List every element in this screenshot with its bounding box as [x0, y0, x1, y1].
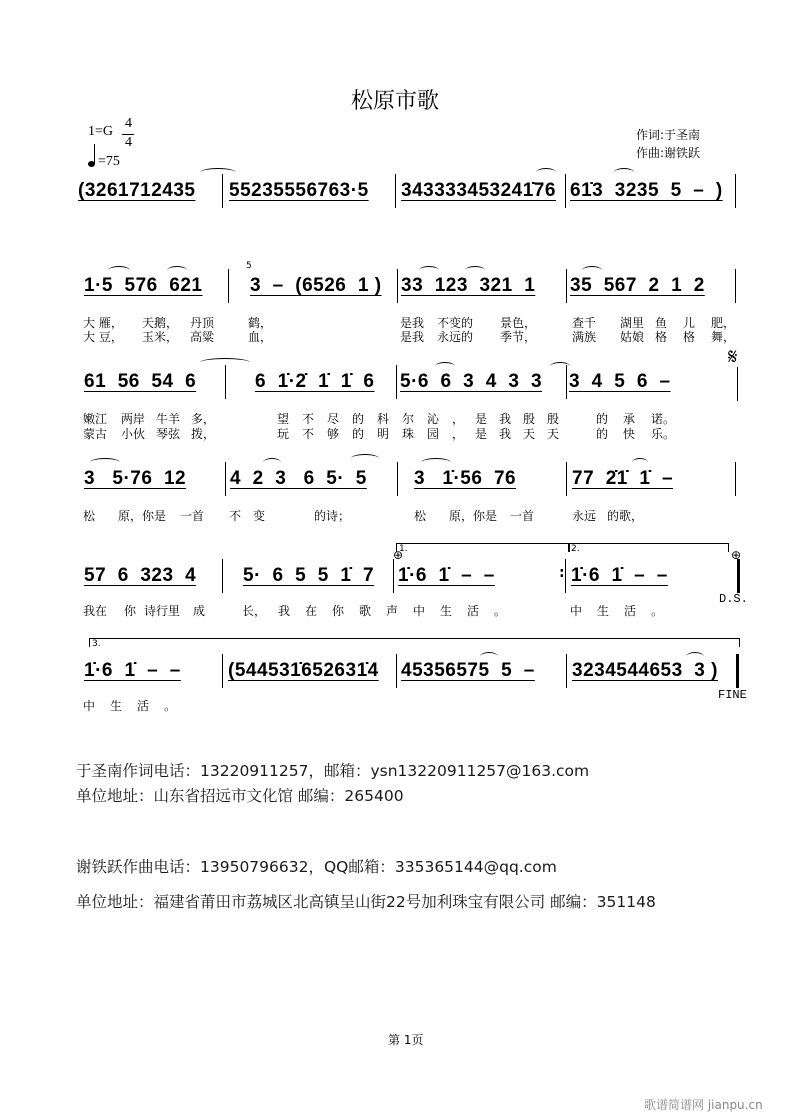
- lyricist: 作词:于圣南: [636, 128, 701, 142]
- lyric-syllable: 是我天天: [475, 427, 572, 441]
- lyric-syllable: 姑娘: [620, 330, 645, 344]
- lyric-syllable: 湖里: [620, 316, 645, 330]
- measure-notes: 35 567 2 1 2: [570, 275, 705, 296]
- lyric-syllable: 满族: [572, 330, 597, 344]
- barline: [735, 462, 736, 496]
- lyric-syllable: 是我: [400, 316, 425, 330]
- lyric-syllable: 诺。: [651, 412, 676, 426]
- slur-mark: [263, 458, 281, 467]
- lyric-syllable: 原，你是: [118, 509, 167, 523]
- barline: [566, 269, 567, 303]
- barline: [225, 365, 226, 399]
- measure-notes: 55235556763·5: [229, 180, 369, 201]
- barline: [736, 654, 739, 688]
- lyric-syllable: 血，: [248, 330, 273, 344]
- grace-note: 5: [246, 261, 252, 271]
- measure-notes: 1̇·6 1̇ – –: [571, 565, 668, 586]
- lyric-syllable: 望不尽的科尔沁，: [277, 412, 478, 426]
- lyric-syllable: 的快: [596, 427, 651, 441]
- barline: [737, 559, 740, 593]
- measure-notes: 45356575 5 –: [401, 660, 535, 681]
- slur-mark: [351, 454, 379, 463]
- measure-notes: 5·6 6 3 4 3 3: [400, 371, 543, 392]
- lyric-syllable: 高粱: [190, 330, 215, 344]
- slur-mark: [435, 362, 455, 371]
- lyric-syllable: 天鹅，: [142, 316, 179, 330]
- lyricist-address: 单位地址：山东省招远市文化馆 邮编：265400: [76, 787, 404, 805]
- lyric-syllable: 儿: [683, 316, 696, 330]
- lyric-syllable: 的诗；: [314, 509, 351, 523]
- slur-mark: [536, 168, 556, 177]
- ds-marking: D.S.: [719, 592, 748, 606]
- barline: [566, 462, 567, 496]
- lyric-syllable: 多，: [191, 412, 216, 426]
- barline: [565, 559, 566, 593]
- lyric-syllable: 格: [655, 330, 668, 344]
- lyric-syllable: 我在: [83, 604, 108, 618]
- barline: [225, 462, 226, 496]
- lyric-syllable: 小伙: [121, 427, 146, 441]
- lyric-syllable: 格: [683, 330, 696, 344]
- coda-icon: ⊕: [393, 548, 404, 562]
- measure-notes: 4 2 3 6 5· 5: [230, 468, 367, 489]
- barline: [222, 654, 223, 688]
- coda-icon: ⊕: [731, 548, 742, 562]
- barline: [565, 174, 566, 208]
- measure-notes: 3 1̇·56 76: [414, 468, 517, 489]
- slur-mark: [419, 266, 439, 275]
- barline: [228, 269, 229, 303]
- barline: [222, 174, 223, 208]
- page-number: 第 1页: [388, 1033, 424, 1047]
- barline: [566, 654, 567, 688]
- watermark: 歌谱简谱网 jianpu.cn: [644, 1098, 763, 1112]
- time-signature-bottom: 4: [125, 135, 132, 150]
- composer: 作曲:谢铁跃: [636, 146, 701, 160]
- lyric-syllable: 嫩江: [83, 412, 108, 426]
- volta-bracket: 3.: [89, 638, 740, 647]
- lyric-syllable: 一首: [180, 509, 205, 523]
- lyric-syllable: 不变: [229, 509, 278, 523]
- slur-mark: [614, 168, 634, 177]
- lyric-syllable: 长，: [242, 604, 267, 618]
- repeat-sign-icon: :: [559, 565, 565, 581]
- lyric-syllable: 查千: [572, 316, 597, 330]
- volta-bracket: 2.: [568, 543, 729, 552]
- segno-icon: 𝄋: [728, 345, 738, 370]
- measure-notes: 3 4 5 6 –: [569, 371, 671, 392]
- lyric-syllable: 舞，: [711, 330, 736, 344]
- lyric-syllable: 一首: [510, 509, 535, 523]
- barline: [397, 462, 398, 496]
- lyric-syllable: 两岸: [121, 412, 146, 426]
- lyric-syllable: 乐。: [651, 427, 676, 441]
- lyric-syllable: 不变的: [437, 316, 474, 330]
- measure-notes: 1̇·6 1̇ – –: [84, 660, 181, 681]
- lyric-syllable: 永远的: [437, 330, 474, 344]
- lyric-syllable: 肥，: [711, 316, 736, 330]
- slur-mark: [550, 362, 570, 371]
- measure-notes: (544531̇652631̇4: [228, 660, 379, 681]
- lyricist-contact: 于圣南作词电话：13220911257，邮箱：ysn13220911257@163.com: [76, 762, 590, 780]
- lyric-syllable: 蒙古: [83, 427, 108, 441]
- barline: [395, 174, 396, 208]
- slur-mark: [200, 168, 236, 177]
- lyric-syllable: 季节，: [500, 330, 537, 344]
- volta-bracket: 1.: [396, 543, 570, 552]
- lyric-syllable: 原，你是: [449, 509, 498, 523]
- lyric-syllable: 鹤，: [248, 316, 273, 330]
- slur-mark: [90, 458, 120, 467]
- barline: [393, 559, 394, 593]
- lyric-syllable: 我在你歌声中生活。: [278, 604, 522, 618]
- measure-notes: 61 56 54 6: [84, 371, 197, 392]
- key-signature: 1=G: [88, 124, 114, 139]
- lyric-syllable: 玉米，: [142, 330, 179, 344]
- fine-marking: FINE: [718, 688, 747, 702]
- measure-notes: 3 5·76 12: [84, 468, 187, 489]
- lyric-syllable: 玩不够的明珠园，: [277, 427, 478, 441]
- slur-mark: [632, 458, 648, 467]
- lyric-syllable: 诗行里: [144, 604, 181, 618]
- lyric-syllable: 成: [193, 604, 206, 618]
- time-signature-top: 4: [125, 116, 132, 131]
- slur-mark: [167, 266, 187, 275]
- lyric-syllable: 永远: [572, 509, 597, 523]
- lyric-syllable: 琴弦: [156, 427, 181, 441]
- quarter-note-stem: [94, 144, 95, 164]
- barline: [396, 654, 397, 688]
- lyric-syllable: 牛羊: [156, 412, 181, 426]
- measure-notes: 6 1̇·2̇ 1̇ 1̇ 6: [255, 371, 375, 392]
- measure-notes: 3 – (6526 1 ): [250, 275, 382, 296]
- lyric-syllable: 的歌，: [607, 509, 644, 523]
- slur-mark: [582, 266, 602, 275]
- barline: [735, 174, 736, 208]
- measure-notes: (3261712435: [78, 180, 196, 201]
- measure-notes: 77 2̇1̇ 1̇ –: [572, 468, 674, 489]
- lyric-syllable: 景色，: [500, 316, 537, 330]
- lyric-syllable: 鱼: [655, 316, 668, 330]
- lyric-syllable: 中生活。: [570, 604, 679, 618]
- lyric-syllable: 是我殷殷: [475, 412, 572, 426]
- tempo: =75: [98, 154, 120, 169]
- lyric-syllable: 松: [83, 509, 96, 523]
- measure-notes: 3234544653 3 ): [572, 660, 718, 681]
- lyric-syllable: 大 豆，: [83, 330, 123, 344]
- composer-contact: 谢铁跃作曲电话：13950796632，QQ邮箱：335365144@qq.com: [76, 858, 557, 876]
- lyric-syllable: 拨，: [191, 427, 216, 441]
- barline: [222, 559, 223, 593]
- measure-notes: 343333453241̇76: [401, 180, 556, 201]
- lyric-syllable: 大 雁，: [83, 316, 123, 330]
- slur-mark: [480, 652, 498, 661]
- barline: [396, 365, 397, 399]
- measure-notes: 57 6 323 4: [84, 565, 197, 586]
- barline: [397, 269, 398, 303]
- slur-mark: [465, 266, 485, 275]
- composer-address: 单位地址：福建省莆田市荔城区北高镇呈山街22号加利珠宝有限公司 邮编：351148: [76, 893, 656, 911]
- measure-notes: 1·5 576 621: [84, 275, 203, 296]
- barline: [737, 367, 738, 401]
- measure-notes: 1̇·6 1̇ – –: [398, 565, 495, 586]
- barline: [735, 269, 736, 303]
- slur-mark: [421, 458, 451, 467]
- lyric-syllable: 的承: [596, 412, 651, 426]
- measure-notes: 5· 6 5 5 1̇ 7: [243, 565, 375, 586]
- song-title: 松原市歌: [350, 89, 439, 114]
- lyric-syllable: 松: [414, 509, 427, 523]
- slur-mark: [686, 652, 704, 661]
- lyric-syllable: 你: [124, 604, 137, 618]
- slur-mark: [108, 266, 130, 275]
- measure-notes: 61̇3 3235 5 – ): [570, 180, 723, 201]
- lyric-syllable: 丹顶: [190, 316, 215, 330]
- measure-notes: 33 123 321 1: [401, 275, 536, 296]
- lyric-syllable: 中生活。: [83, 699, 192, 713]
- slur-mark: [200, 358, 250, 367]
- lyric-syllable: 是我: [400, 330, 425, 344]
